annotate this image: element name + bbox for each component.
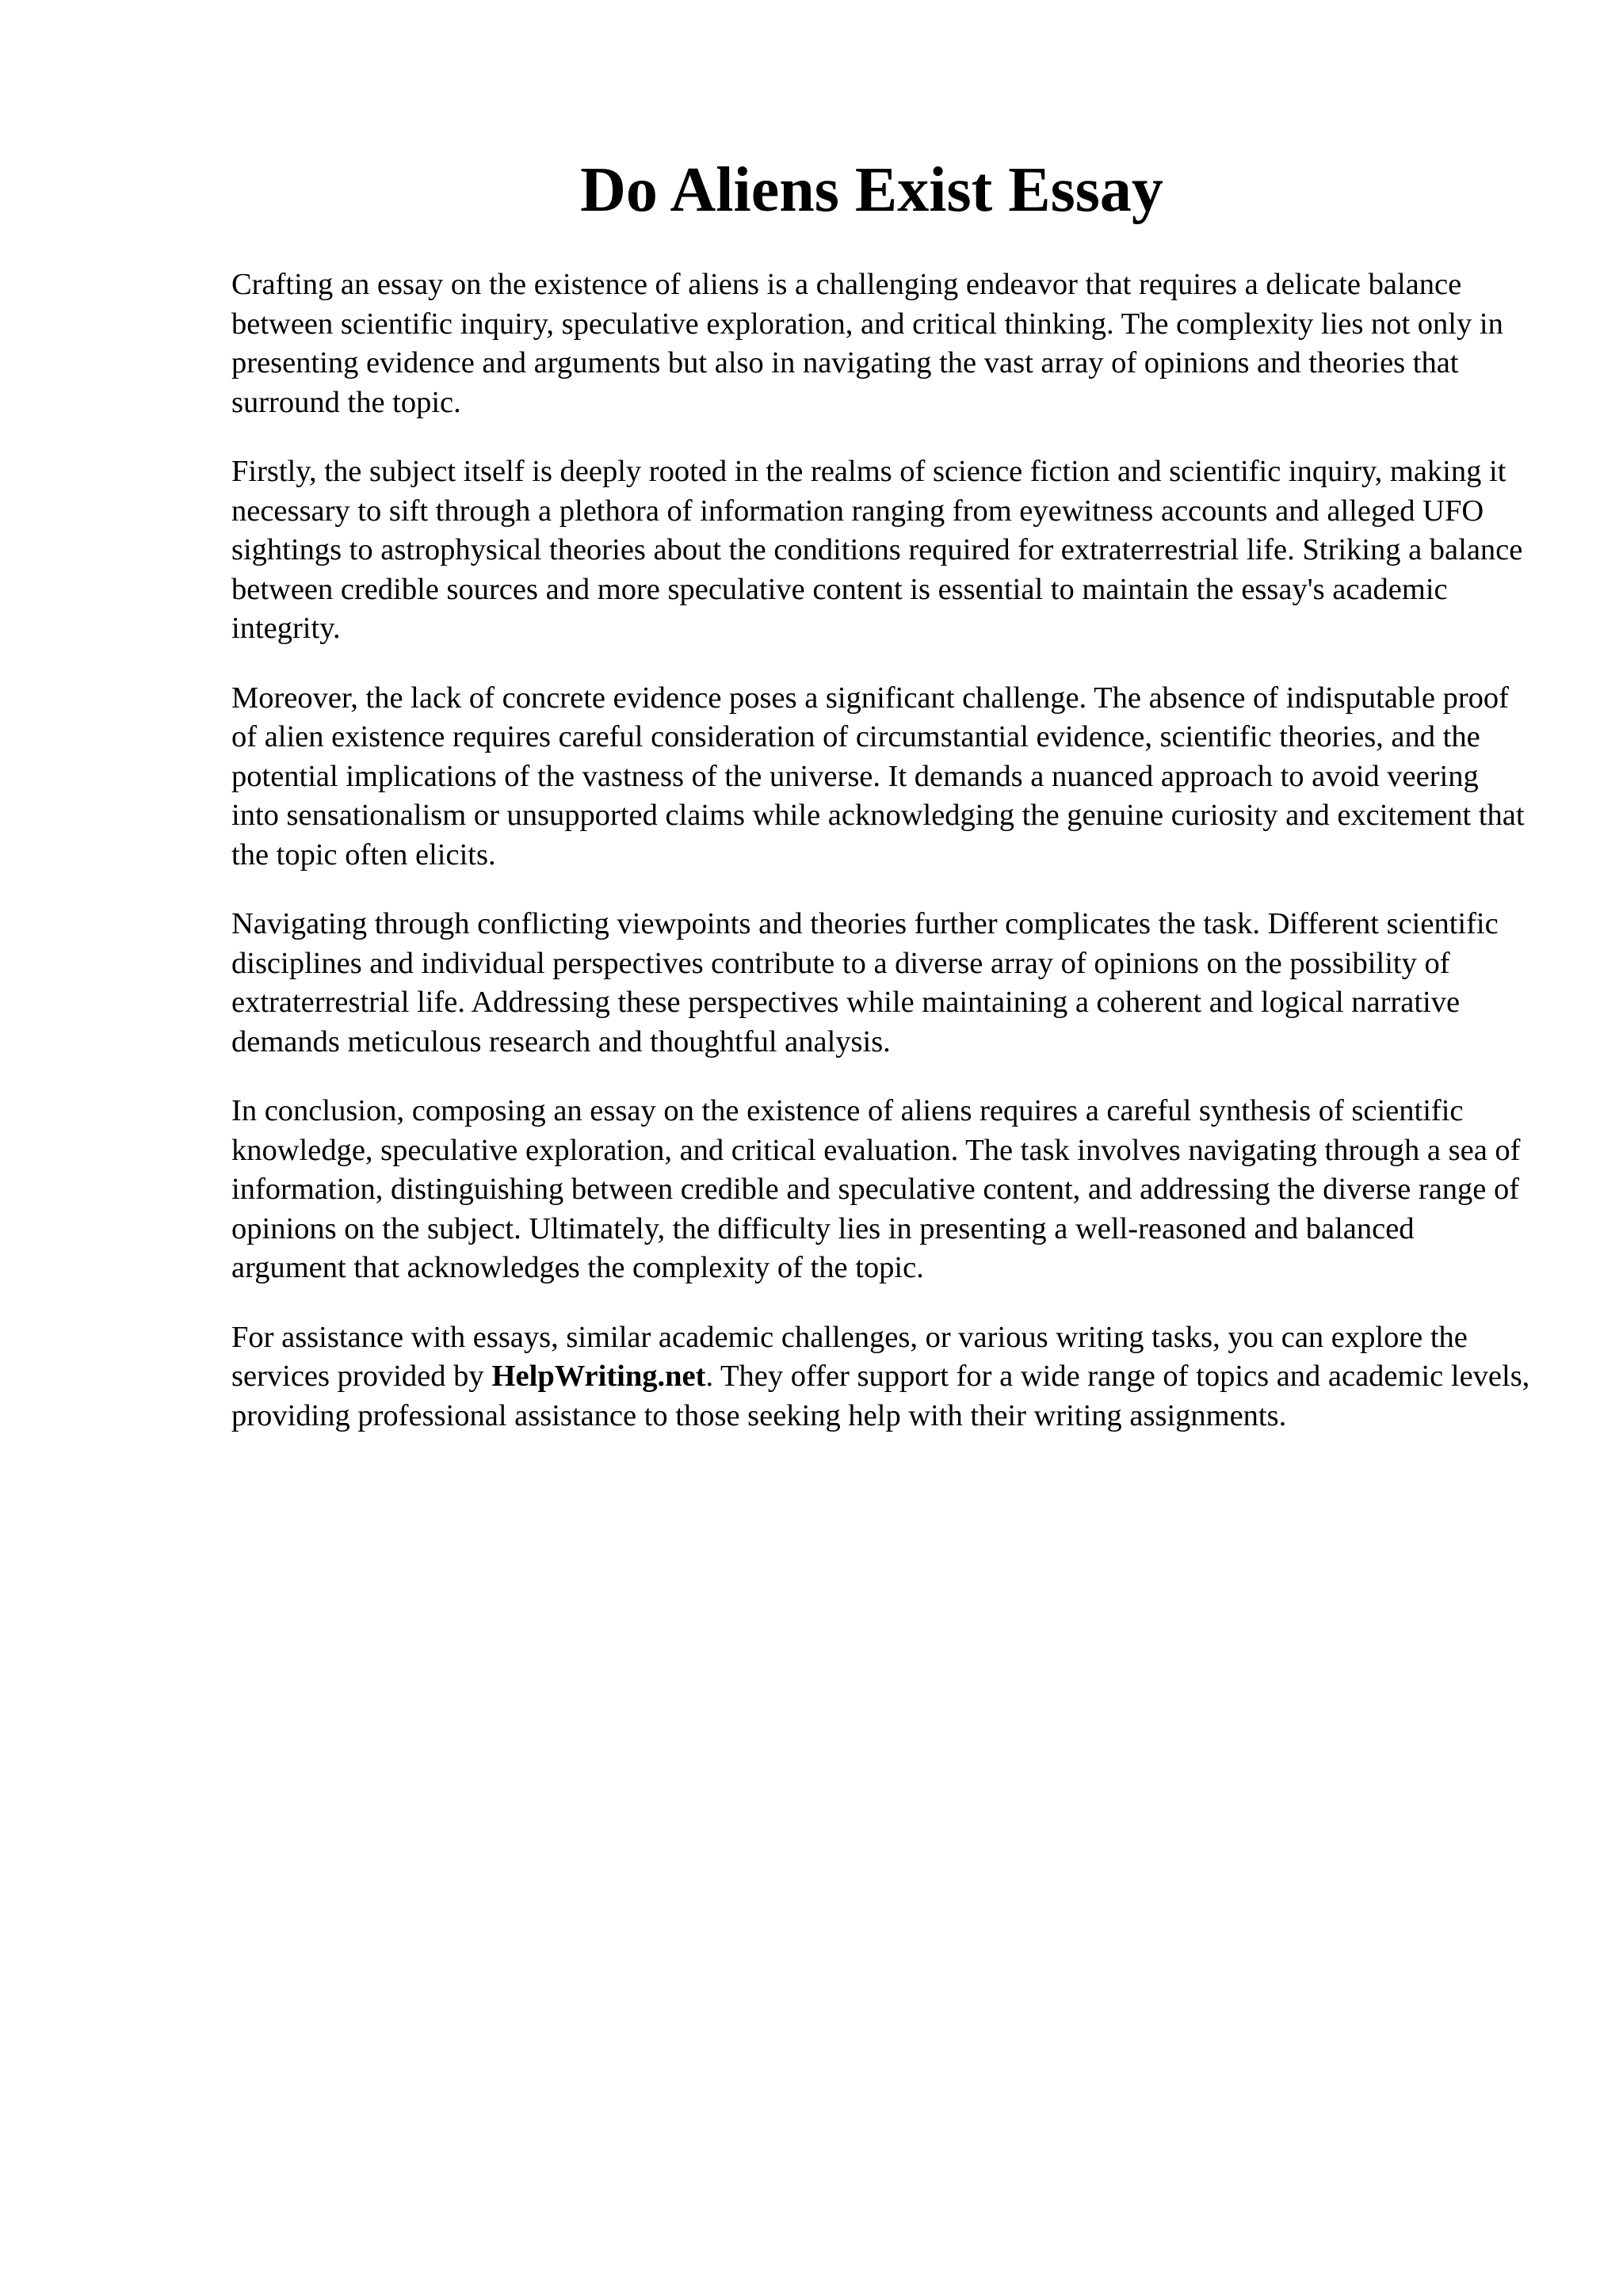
paragraph-closing xyxy=(231,1318,1531,1436)
essay-body xyxy=(231,265,1531,1466)
page-title: Do Aliens Exist Essay xyxy=(580,155,1163,225)
brand-link[interactable]: HelpWriting.net xyxy=(491,1360,706,1393)
closing-text-after: . They offer support for a wide range of topics and academic levels, providing professional assistance to those seeking help with their writing assignments. xyxy=(231,1360,1530,1432)
paragraph-intro: Crafting an essay on the existence of aliens is a challenging endeavor that requires a delicate balance between scientific inquiry, speculative exploration, and critical thinking. The complexity lies not only in presenting evidence and arguments but also in navigating the vast array of opinions and theories that surround the topic. xyxy=(231,268,1503,419)
closing-text-before: For assistance with essays, similar academic challenges, or various writing tasks, you can explore the services provided by xyxy=(231,1320,1468,1393)
paragraph-navigating: Navigating through conflicting viewpoints and theories further complicates the task. Different scientific disciplines and individual perspectives contribute to a diverse array of opinions on the possibility of extraterrestrial life. Addressing these perspectives while maintaining a coherent and logical narrative demands meticulous research and thoughtful analysis. xyxy=(231,907,1499,1058)
paragraph-firstly: Firstly, the subject itself is deeply rooted in the realms of science fiction and scientific inquiry, making it necessary to sift through a plethora of information ranging from eyewitness accounts and alleged UFO sightings to astrophysical theories about the conditions required for extraterrestrial life. Striking a balance between credible sources and more speculative content is essential to maintain the essay's academic integrity. xyxy=(231,455,1523,645)
paragraph-moreover: Moreover, the lack of concrete evidence poses a significant challenge. The absence of indisputable proof of alien existence requires careful consideration of circumstantial evidence, scientific theories, and the potential implications of the vastness of the universe. It demands a nuanced approach to avoid veering into sensationalism or unsupported claims while acknowledging the genuine curiosity and excitement that the topic often elicits. xyxy=(231,681,1525,871)
paragraph-conclusion: In conclusion, composing an essay on the existence of aliens requires a careful synthesis of scientific knowledge, speculative exploration, and critical evaluation. The task involves navigating through a sea of information, distinguishing between credible and speculative content, and addressing the diverse range of opinions on the subject. Ultimately, the difficulty lies in presenting a well-reasoned and balanced argument that acknowledges the complexity of the topic. xyxy=(231,1094,1521,1284)
